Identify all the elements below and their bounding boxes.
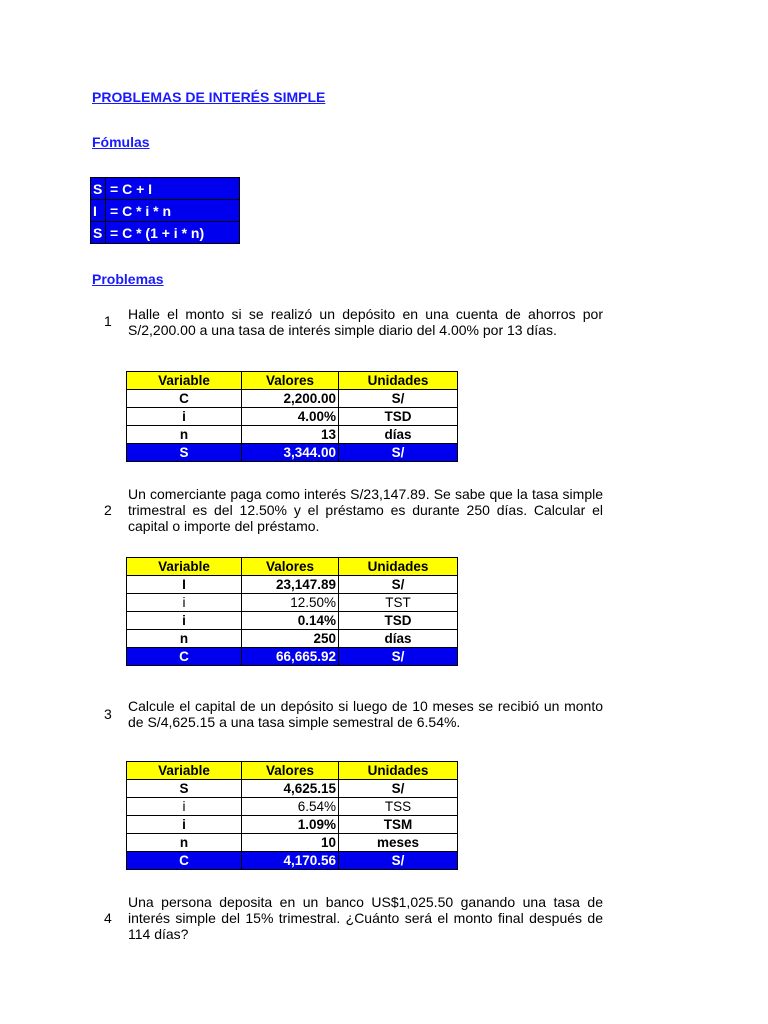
header-variable: Variable <box>127 558 242 576</box>
cell-variable: i <box>127 816 242 834</box>
cell-variable: n <box>127 426 242 444</box>
cell-value: 66,665.92 <box>242 648 339 666</box>
problem-number: 1 <box>104 313 112 329</box>
cell-unit: TST <box>339 594 458 612</box>
cell-value: 23,147.89 <box>242 576 339 594</box>
formulas-heading: Fómulas <box>92 134 150 150</box>
table-row <box>127 630 458 648</box>
table-row <box>127 798 458 816</box>
cell-unit: S/ <box>339 852 458 870</box>
header-values: Valores <box>242 762 339 780</box>
table-row <box>127 426 458 444</box>
table-row <box>127 834 458 852</box>
cell-unit: días <box>339 426 458 444</box>
cell-value: 3,344.00 <box>242 444 339 462</box>
cell-value: 4,170.56 <box>242 852 339 870</box>
cell-unit: S/ <box>339 444 458 462</box>
table-header-row <box>127 762 458 780</box>
formula-variable: S <box>91 178 106 200</box>
cell-variable: S <box>127 780 242 798</box>
formulas-table <box>90 177 240 244</box>
cell-variable: i <box>127 594 242 612</box>
problem-number: 3 <box>104 706 112 722</box>
result-row <box>127 648 458 666</box>
formula-row <box>91 200 240 222</box>
cell-variable: C <box>127 390 242 408</box>
cell-value: 4.00% <box>242 408 339 426</box>
formula-variable: I <box>91 200 106 222</box>
formula-expression: = C * (1 + i * n) <box>106 222 240 244</box>
cell-variable: i <box>127 798 242 816</box>
cell-value: 4,625.15 <box>242 780 339 798</box>
problem-number: 2 <box>104 502 112 518</box>
table-row <box>127 780 458 798</box>
cell-value: 12.50% <box>242 594 339 612</box>
cell-unit: S/ <box>339 390 458 408</box>
cell-value: 13 <box>242 426 339 444</box>
cell-unit: TSS <box>339 798 458 816</box>
cell-unit: TSD <box>339 612 458 630</box>
header-units: Unidades <box>339 762 458 780</box>
cell-variable: i <box>127 612 242 630</box>
cell-value: 6.54% <box>242 798 339 816</box>
problem-2-table <box>126 557 458 666</box>
cell-variable: n <box>127 834 242 852</box>
cell-value: 2,200.00 <box>242 390 339 408</box>
problem-text: Una persona deposita en un banco US$1,025.50 ganando una tasa de interés simple del 15% trimestral. ¿Cuánto será el monto final después de 114 días? <box>128 894 603 942</box>
document-title: PROBLEMAS DE INTERÉS SIMPLE <box>92 89 326 105</box>
problem-3-table <box>126 761 458 870</box>
cell-value: 1.09% <box>242 816 339 834</box>
cell-unit: S/ <box>339 648 458 666</box>
problem-text: Halle el monto si se realizó un depósito en una cuenta de ahorros por S/2,200.00 a una tasa de interés simple diario del 4.00% por 13 días. <box>128 306 603 338</box>
problem-text: Un comerciante paga como interés S/23,147.89. Se sabe que la tasa simple trimestral es del 12.50% y el préstamo es durante 250 días. Calcular el capital o importe del préstamo. <box>128 486 603 534</box>
header-units: Unidades <box>339 372 458 390</box>
cell-unit: S/ <box>339 576 458 594</box>
result-row <box>127 852 458 870</box>
formula-row <box>91 178 240 200</box>
cell-value: 250 <box>242 630 339 648</box>
formula-row <box>91 222 240 244</box>
formula-expression: = C + I <box>106 178 240 200</box>
table-header-row <box>127 372 458 390</box>
formula-expression: = C * i * n <box>106 200 240 222</box>
header-values: Valores <box>242 372 339 390</box>
table-row <box>127 408 458 426</box>
cell-unit: TSM <box>339 816 458 834</box>
problem-text: Calcule el capital de un depósito si luego de 10 meses se recibió un monto de S/4,625.15 a una tasa simple semestral de 6.54%. <box>128 698 603 730</box>
problem-number: 4 <box>104 910 112 926</box>
cell-unit: TSD <box>339 408 458 426</box>
cell-variable: n <box>127 630 242 648</box>
header-units: Unidades <box>339 558 458 576</box>
cell-unit: meses <box>339 834 458 852</box>
cell-variable: i <box>127 408 242 426</box>
cell-value: 10 <box>242 834 339 852</box>
formula-variable: S <box>91 222 106 244</box>
problems-heading: Problemas <box>92 271 164 287</box>
table-row <box>127 390 458 408</box>
table-row <box>127 816 458 834</box>
result-row <box>127 444 458 462</box>
table-row <box>127 576 458 594</box>
cell-unit: S/ <box>339 780 458 798</box>
table-row <box>127 594 458 612</box>
header-values: Valores <box>242 558 339 576</box>
cell-variable: S <box>127 444 242 462</box>
header-variable: Variable <box>127 372 242 390</box>
cell-value: 0.14% <box>242 612 339 630</box>
cell-variable: I <box>127 576 242 594</box>
cell-unit: días <box>339 630 458 648</box>
header-variable: Variable <box>127 762 242 780</box>
table-header-row <box>127 558 458 576</box>
table-row <box>127 612 458 630</box>
cell-variable: C <box>127 852 242 870</box>
cell-variable: C <box>127 648 242 666</box>
problem-1-table <box>126 371 458 462</box>
